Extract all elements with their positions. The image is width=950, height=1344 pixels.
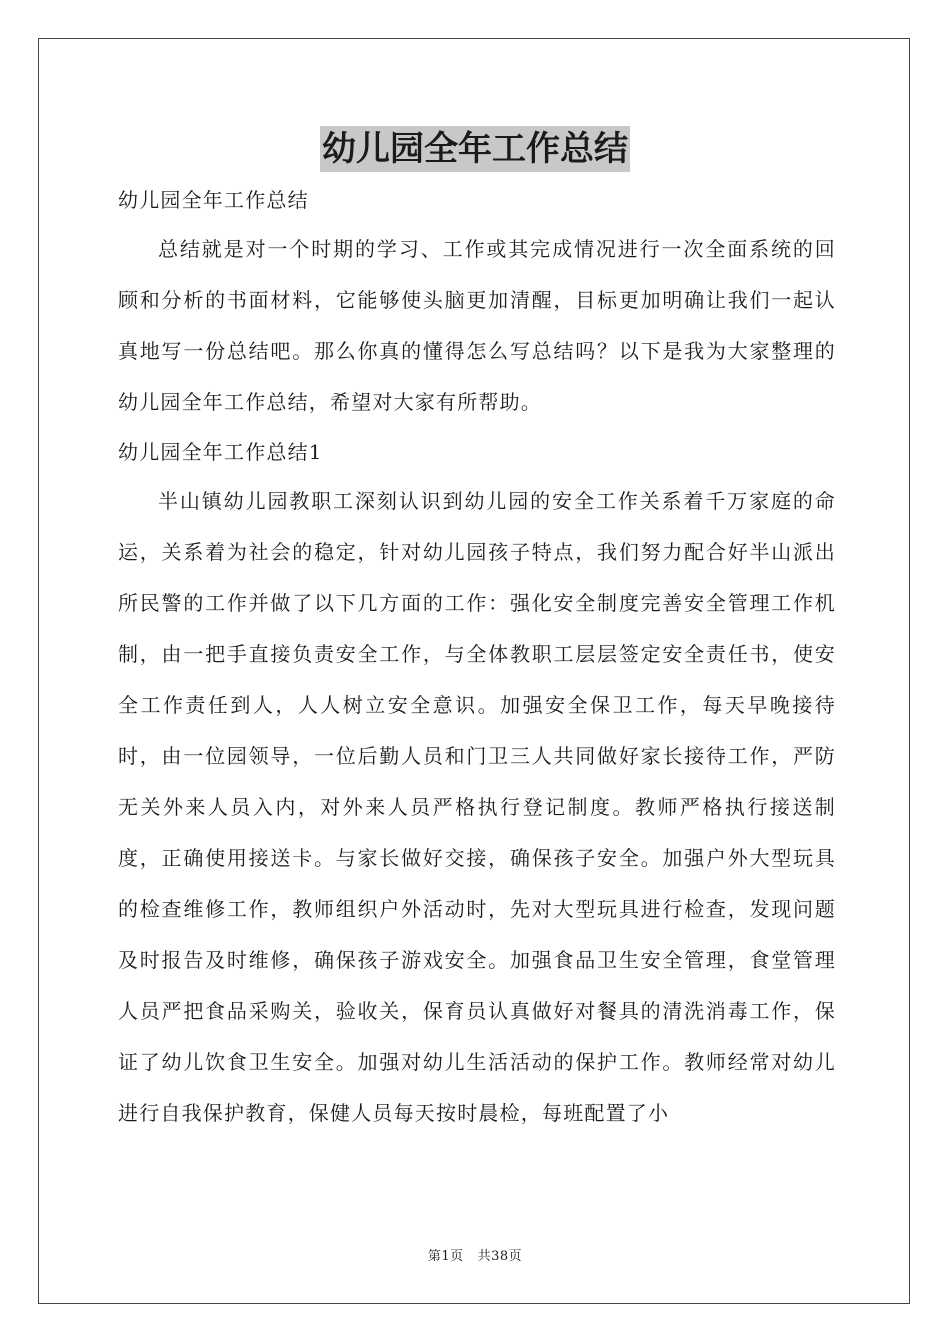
document-subtitle: 幼儿园全年工作总结 bbox=[118, 188, 309, 212]
intro-paragraph: 总结就是对一个时期的学习、工作或其完成情况进行一次全面系统的回顾和分析的书面材料，它能够使头脑更加清醒，目标更加明确让我们一起认真地写一份总结吧。那么你真的懂得怎么写总结吗？以下是我为大家整理的幼儿园全年工作总结，希望对大家有所帮助。 bbox=[118, 237, 836, 414]
section-heading: 幼儿园全年工作总结1 bbox=[118, 440, 323, 464]
page-footer bbox=[0, 1245, 950, 1264]
title-container bbox=[0, 126, 950, 172]
section-paragraph: 半山镇幼儿园教职工深刻认识到幼儿园的安全工作关系着千万家庭的命运，关系着为社会的稳定，针对幼儿园孩子特点，我们努力配合好半山派出所民警的工作并做了以下几方面的工作：强化安全制度完善安全管理工作机制，由一把手直接负责安全工作，与全体教职工层层签定安全责任书，使安全工作责任到人，人人树立安全意识。加强安全保卫工作，每天早晚接待时，由一位园领导，一位后勤人员和门卫三人共同做好家长接待工作，严防无关外来人员入内，对外来人员严格执行登记制度。教师严格执行接送制度，正确使用接送卡。与家长做好交接，确保孩子安全。加强户外大型玩具的检查维修工作，教师组织户外活动时，先对大型玩具进行检查，发现问题及时报告及时维修，确保孩子游戏安全。加强食品卫生安全管理，食堂管理人员严把食品采购关，验收关，保育员认真做好对餐具的清洗消毒工作，保证了幼儿饮食卫生安全。加强对幼儿生活活动的保护工作。教师经常对幼儿进行自我保护教育，保健人员每天按时晨检，每班配置了小 bbox=[118, 489, 836, 1125]
document-title: 幼儿园全年工作总结 bbox=[320, 126, 630, 172]
page-total: 共38页 bbox=[477, 1249, 523, 1264]
document-body bbox=[118, 176, 836, 1139]
page-number: 第1页 bbox=[427, 1249, 464, 1264]
